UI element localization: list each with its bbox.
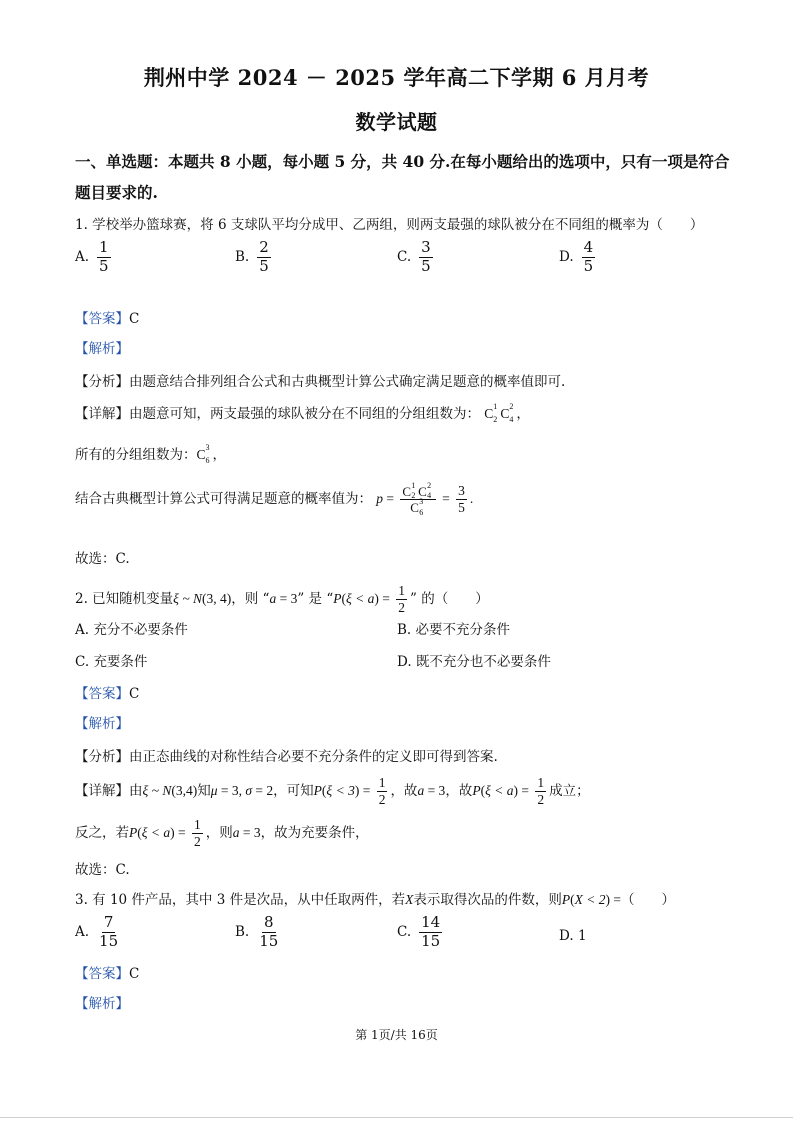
option-fraction: $\frac{8}{15}$ xyxy=(259,913,279,950)
q2-option-a: A. 充分不必要条件 xyxy=(75,622,188,638)
q1-fenxi xyxy=(75,370,565,390)
option-fraction: $\frac{7}{15}$ xyxy=(99,913,119,950)
q1-answer xyxy=(75,307,139,327)
q1-option-d xyxy=(559,240,598,275)
option-label: C. xyxy=(397,248,412,265)
probability-formula: P(ξ < a) = $\frac{1}{2}$ xyxy=(333,583,405,616)
q3-option-c: C. $\frac{14}{15}$ xyxy=(397,913,441,950)
q3-option-a: A. $\frac{7}{15}$ xyxy=(75,913,119,950)
q1-stem: 1. 学校举办篮球赛，将 6 支球队平均分成甲、乙两组，则两支最强的球队被分在不同组的概率为（ ） xyxy=(75,217,704,233)
detail-tag: 【详解】 xyxy=(75,782,129,799)
condition-formula: a = 3 xyxy=(269,590,298,606)
q3-option-b: B. $\frac{8}{15}$ xyxy=(235,913,279,950)
option-label: A. xyxy=(75,248,90,265)
fenxi-text: 由正态曲线的对称性结合必要不充分条件的定义即可得到答案. xyxy=(129,749,498,765)
document-subtitle: 数学试题 xyxy=(355,110,438,134)
option-fraction: $\frac{4}{5}$ xyxy=(583,238,594,275)
fenxi-tag: 【分析】 xyxy=(75,374,129,390)
q1-option-c xyxy=(397,240,436,275)
answer-value: C xyxy=(129,966,140,982)
q3-answer xyxy=(75,962,139,982)
q1-detail-line3 xyxy=(75,480,474,517)
detail-text: 结合古典概型计算公式可得满足题意的概率值为： xyxy=(75,490,372,507)
q2-option-c: C. 充要条件 xyxy=(75,654,148,670)
normal-distribution-formula: ξ ~ N(3, 4) xyxy=(173,590,232,606)
q1-detail-line2: 所有的分组组数为：C 3 6 ， xyxy=(75,443,227,465)
probability-formula: p = C 1 2 C 2 4 C 3 6 = $\frac{3}{5}$ . xyxy=(376,480,474,517)
answer-value: C xyxy=(129,311,140,327)
q2-option-b: B. 必要不充分条件 xyxy=(397,622,511,638)
option-fraction: $\frac{3}{5}$ xyxy=(421,238,431,275)
detail-tag: 【详解】 xyxy=(75,406,129,422)
option-fraction: $\frac{1}{5}$ xyxy=(99,238,109,275)
option-fraction: $\frac{14}{15}$ xyxy=(421,913,441,950)
q2-conclusion: 故选：C. xyxy=(75,862,130,878)
q1-option-b xyxy=(235,240,274,275)
q2-detail-line2: 反之，若P(ξ < a) = $\frac{1}{2}$ ，则a = 3，故为充要条件， xyxy=(75,817,369,850)
answer-tag: 【答案】 xyxy=(75,311,129,327)
option-label: D. xyxy=(559,248,574,265)
option-label: B. xyxy=(235,248,250,265)
section-heading-line1: 一、单选题：本题共 8 小题，每小题 5 分，共 40 分.在每小题给出的选项中，只有一项是符合 xyxy=(75,152,730,171)
page-number: 第 1页/共 16页 xyxy=(355,1028,438,1042)
stem-text: 2. 已知随机变量 xyxy=(75,590,174,607)
q2-fenxi xyxy=(75,745,498,765)
section-heading-line2: 题目要求的. xyxy=(75,183,158,202)
detail-text: 所有的分组组数为： xyxy=(75,447,197,463)
q2-analysis-tag: 【解析】 xyxy=(75,716,129,732)
q3-stem: 3. 有 10 件产品，其中 3 件是次品，从中任取两件，若X表示取得次品的件数，则P(X < 2) =（ ） xyxy=(75,892,675,908)
fenxi-text: 由题意结合排列组合公式和古典概型计算公式确定满足题意的概率值即可. xyxy=(129,374,566,390)
q3-analysis-tag: 【解析】 xyxy=(75,996,129,1012)
page-bottom-divider xyxy=(0,1117,793,1118)
answer-tag: 【答案】 xyxy=(75,686,129,702)
combination-formula: C 1 2 xyxy=(484,402,498,424)
q2-detail-line1: 【详解】由ξ ~ N(3,4)知μ = 3, σ = 2，可知P(ξ < 3) = $\frac{1}{2}$ ，故a = 3，故P(ξ < a) = $\frac{1}{2}$ 成立； xyxy=(75,775,590,808)
stem-text: ，则 “ xyxy=(231,590,270,607)
q1-option-a xyxy=(75,240,114,275)
detail-text: 由题意可知，两支最强的球队被分在不同组的分组组数为： xyxy=(129,406,480,422)
q1-analysis-tag: 【解析】 xyxy=(75,341,129,357)
q2-answer xyxy=(75,682,139,702)
q1-conclusion: 故选：C. xyxy=(75,551,130,567)
q3-option-d: D. 1 xyxy=(559,928,587,944)
stem-text: ” 的（ ） xyxy=(410,590,489,607)
document-title: 荆州中学 2024 － 2025 学年高二下学期 6 月月考 xyxy=(143,65,650,90)
fenxi-tag: 【分析】 xyxy=(75,749,129,765)
combination-formula: C 3 6 xyxy=(196,443,210,465)
option-fraction: $\frac{2}{5}$ xyxy=(259,238,269,275)
q2-stem xyxy=(75,584,489,615)
q2-option-d: D. 既不充分也不必要条件 xyxy=(397,654,551,670)
answer-tag: 【答案】 xyxy=(75,966,129,982)
answer-value: C xyxy=(129,686,140,702)
q1-detail-line1: 【详解】由题意可知，两支最强的球队被分在不同组的分组组数为： C 1 2 C 2 4 ， xyxy=(75,402,530,424)
stem-text: ” 是 “ xyxy=(297,590,334,607)
